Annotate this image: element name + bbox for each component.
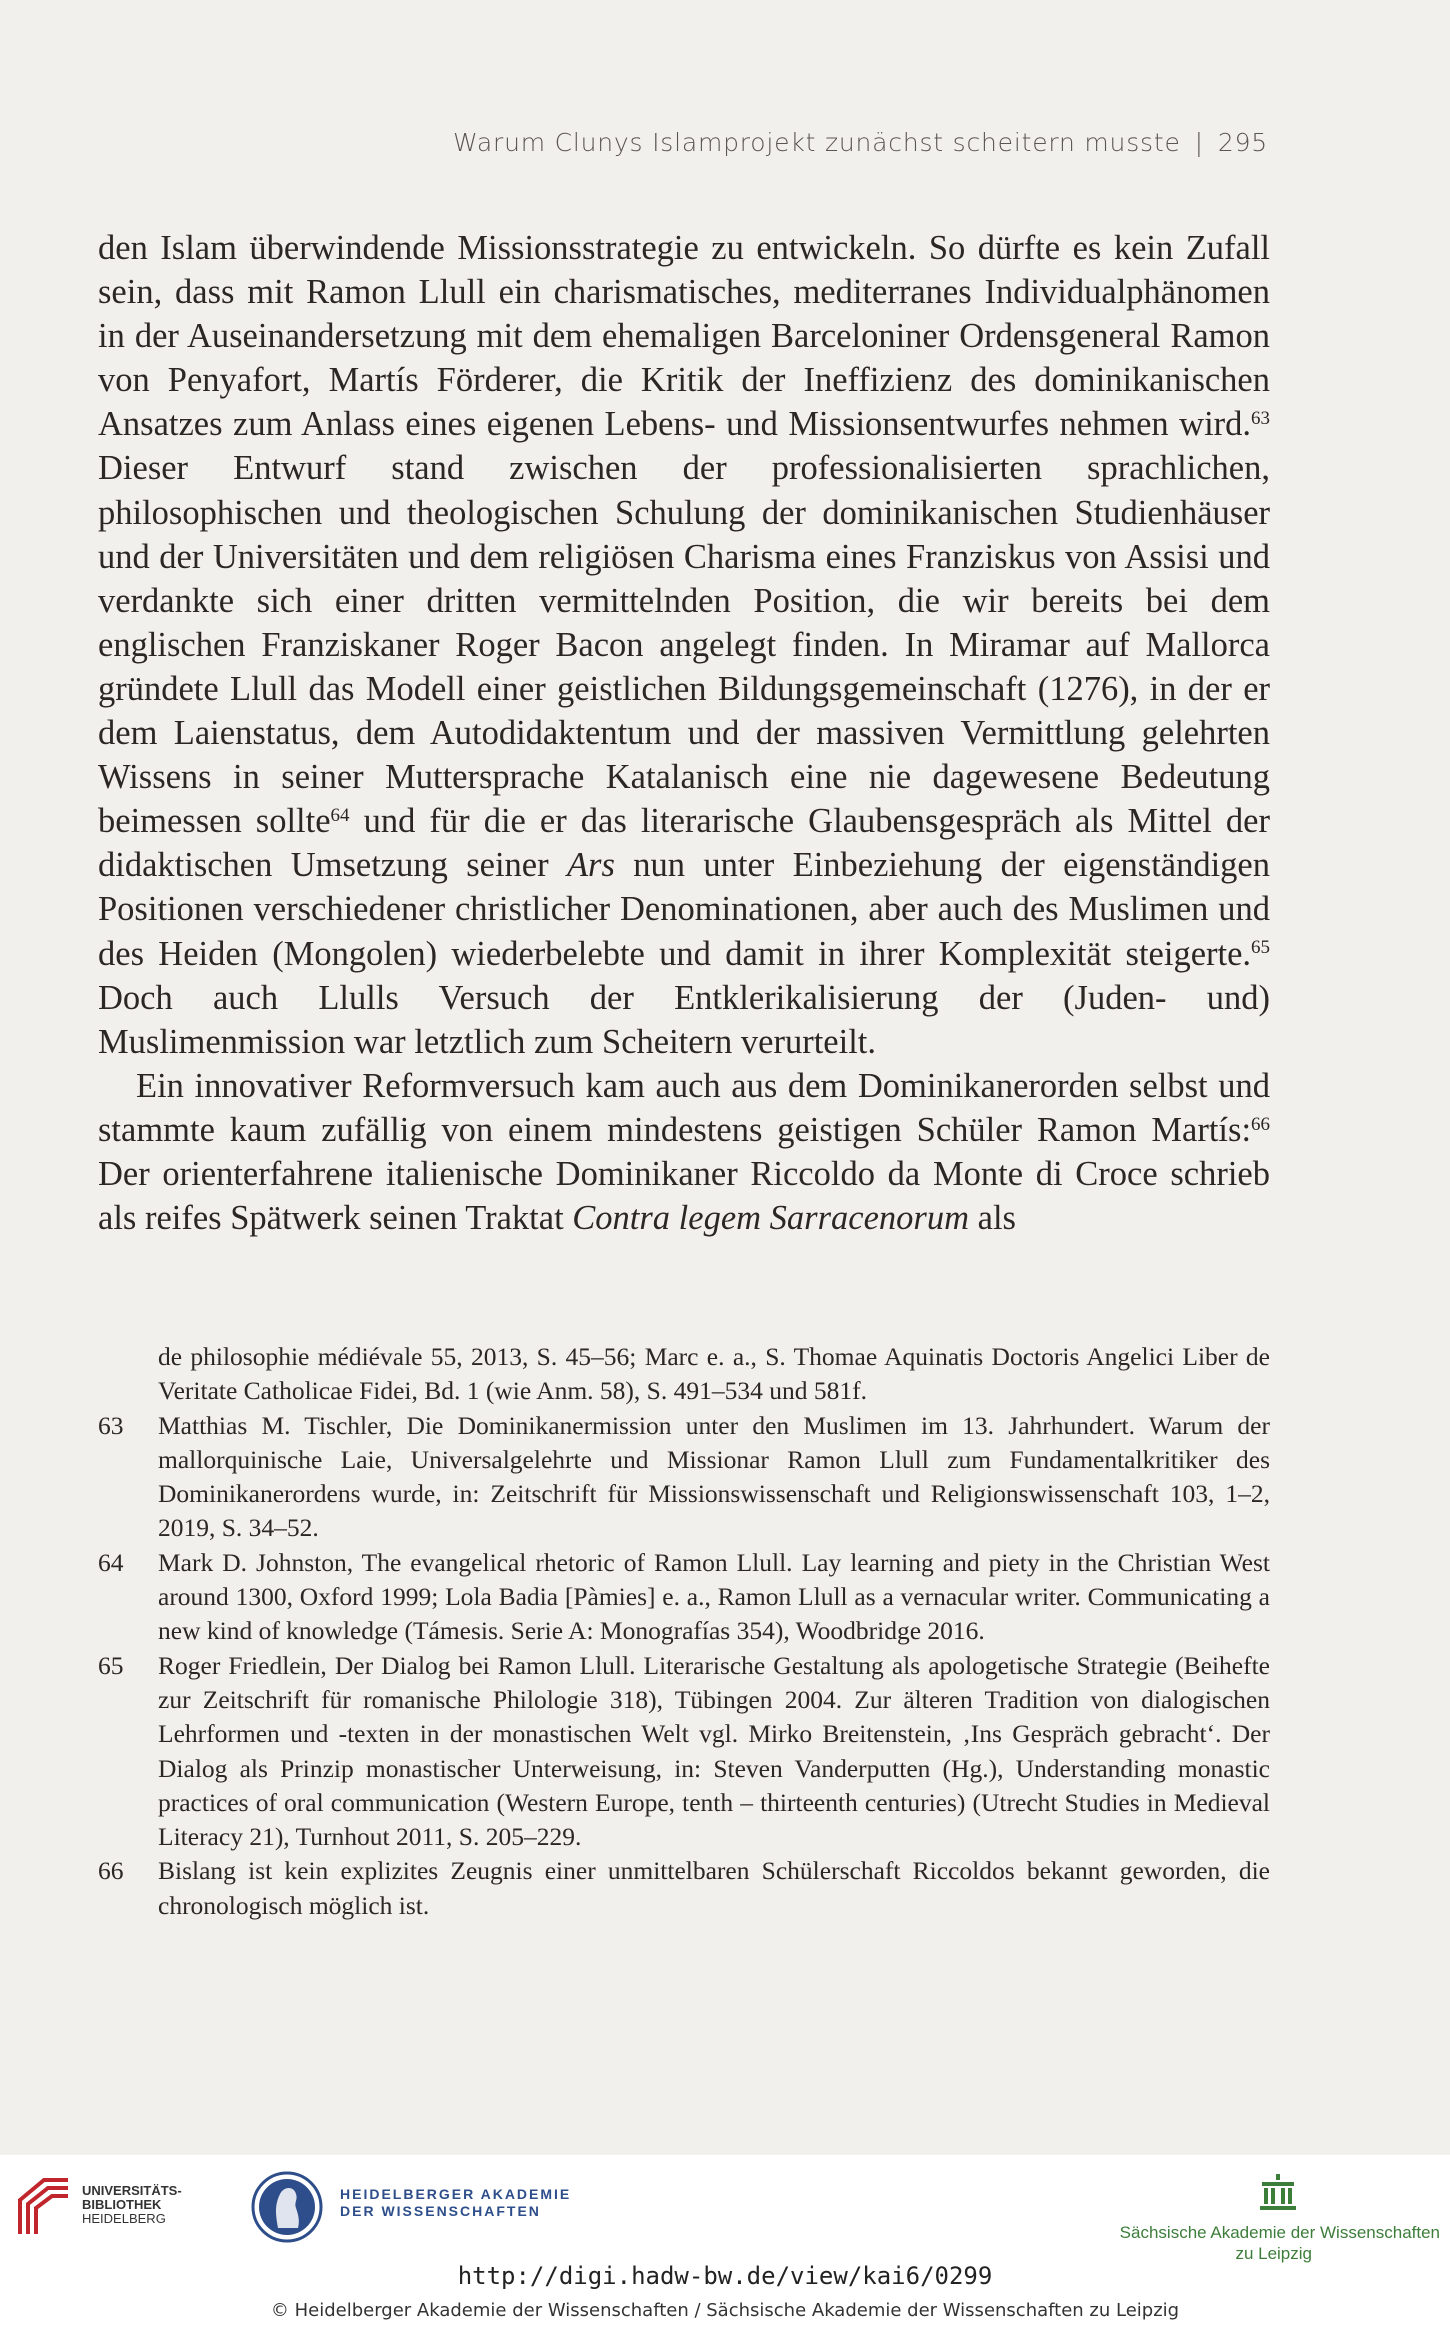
footnote-ref-64[interactable]: 64 [330, 804, 350, 826]
text-run: Der orienterfahrene italienische Dominikaner Riccoldo da Monte di Croce schrieb als reifes Spätwerk seinen Traktat [98, 1154, 1270, 1238]
footnote-text: Matthias M. Tischler, Die Dominikanermission unter den Muslimen im 13. Jahrhundert. Warum der mallorquinische Laie, Universalgelehrte und Missionar Ramon Llull zum Fundamentalkritiker des Dominikanerordens wurde, in: Zeitschrift für Missionswissenschaft und Religionswissenschaft 103, 1–2, 2019, S. 34–52. [158, 1410, 1270, 1543]
paragraph-2 [98, 1064, 1270, 1240]
italic-term-ars: Ars [566, 846, 615, 885]
footnote-64 [98, 1546, 1270, 1649]
footnote-text: Bislang ist kein explizites Zeugnis einer unmittelbaren Schülerschaft Riccoldos bekannt geworden, die chronologisch möglich ist. [158, 1856, 1270, 1920]
running-head-separator: | [1194, 128, 1204, 157]
ub-heidelberg-wordmark[interactable]: UNIVERSITÄTS- BIBLIOTHEK HEIDELBERG [82, 2183, 182, 2226]
footnote-text: Mark D. Johnston, The evangelical rhetoric of Ramon Llull. Lay learning and piety in the Christian West around 1300, Oxford 1999; Lola Badia [Pàmies] e. a., Ramon Llull as a vernacular writer. Communicating a new kind of knowledge (Támesis. Serie A: Monografías 354), Woodbridge 2016. [158, 1547, 1270, 1646]
footnote-continuation [98, 1340, 1270, 1409]
footnote-text: Roger Friedlein, Der Dialog bei Ramon Llull. Literarische Gestaltung als apologetische Strategie (Beihefte zur Zeitschrift für romanische Philologie 318), Tübingen 2004. Zur älteren Tradition von dialogischen Lehrformen und -texten in der monastischen Welt vgl. Mirko Breitenstein, ‚Ins Gespräch gebracht‘. Der Dialog als Prinzip monastischer Unterweisung, in: Steven Vanderputten (Hg.), Understanding monastic practices of oral communication (Western Europe, tenth – thirteenth centuries) (Utrecht Studies in Medieval Literacy 21), Turnhout 2011, S. 205–229. [158, 1650, 1270, 1852]
running-head-title: Warum Clunys Islamprojekt zunächst scheitern musste [452, 128, 1181, 157]
text-run: Doch auch Llulls Versuch der Entklerikalisierung der (Juden- und) Muslimenmission war letztlich zum Scheitern verurteilt. [98, 978, 1270, 1061]
hadw-wordmark[interactable]: HEIDELBERGER AKADEMIE DER WISSENSCHAFTEN [340, 2186, 572, 2219]
ub-heidelberg-logo-icon[interactable] [14, 2170, 74, 2240]
text-run: und für die er das literarische Glaubensgespräch als Mittel der didaktischen Umsetzung seiner [98, 802, 1270, 885]
footnote-63 [98, 1409, 1270, 1546]
footnote-number: 64 [98, 1547, 124, 1577]
page-number: 295 [1217, 128, 1268, 157]
text-run: Dieser Entwurf stand zwischen der professionalisierten sprachlichen, philosophischen und theologischen Schulung der dominikanischen Studienhäuser und der Universitäten und dem religiösen Charisma eines Franziskus von Assisi und verdankte sich einer dritten vermittelnden Position, die wir bereits bei dem englischen Franziskaner Roger Bacon angelegt finden. In Miramar auf Mallorca gründete Llull das Modell einer geistlichen Bildungsgemeinschaft (1276), in der er dem Laienstatus, dem Autodidaktentum und der massiven Vermittlung gelehrten Wissens in seiner Muttersprache Katalanisch eine nie dagewesene Bedeutung beimessen sollte [98, 449, 1270, 841]
text-run: als [969, 1199, 1016, 1238]
footnote-ref-66[interactable]: 66 [1251, 1113, 1270, 1135]
permalink-url[interactable]: http://digi.hadw-bw.de/view/kai6/0299 [457, 2262, 993, 2290]
footnote-ref-65[interactable]: 65 [1251, 937, 1270, 959]
copyright-notice: © Heidelberger Akademie der Wissenschaften / Sächsische Akademie der Wissenschaften zu Leipzig [270, 2300, 1180, 2321]
footnotes [98, 1340, 1270, 1923]
footnote-number: 63 [98, 1410, 124, 1440]
footnote-number: 66 [98, 1856, 124, 1886]
text-run: den Islam überwindende Missionsstrategie zu entwickeln. So dürfte es kein Zufall sein, dass mit Ramon Llull ein charismatisches, mediterranes Individualphänomen in der Auseinandersetzung mit dem ehemaligen Barceloniner Ordensgeneral Ramon von Penyafort, Martís Förderer, die Kritik der Ineffizienz des dominikanischen Ansatzes zum Anlass eines eigenen Lebens- und Missionsentwurfes nehmen wird. [98, 229, 1270, 444]
italic-title: Contra legem Sarracenorum [572, 1199, 969, 1238]
footnote-number: 65 [98, 1650, 124, 1680]
saw-building-icon[interactable] [1258, 2172, 1298, 2212]
main-text [98, 226, 1270, 1240]
footnote-66 [98, 1854, 1270, 1923]
text-run: Ein innovativer Reformversuch kam auch aus dem Dominikanerorden selbst und stammte kaum zufällig von einem mindestens geistigen Schüler Ramon Martís: [98, 1066, 1270, 1149]
running-head [0, 128, 1268, 157]
hadw-seal-icon[interactable] [250, 2170, 324, 2244]
footnote-ref-63[interactable]: 63 [1251, 408, 1270, 429]
saw-wordmark[interactable]: Sächsische Akademie der Wissenschaften zu Leipzig [1119, 2223, 1440, 2263]
footnote-text: de philosophie médiévale 55, 2013, S. 45–56; Marc e. a., S. Thomae Aquinatis Doctoris Angelici Liber de Veritate Catholicae Fidei, Bd. 1 (wie Anm. 58), S. 491–534 und 581f. [158, 1342, 1270, 1406]
footnote-65 [98, 1649, 1270, 1855]
text-run: nun unter Einbeziehung der eigenständigen Positionen verschiedener christlicher Denominationen, aber auch des Muslimen und des Heiden (Mongolen) wiederbelebte und damit in ihrer Komplexität steigerte. [98, 846, 1270, 973]
paragraph-1 [98, 226, 1270, 1064]
